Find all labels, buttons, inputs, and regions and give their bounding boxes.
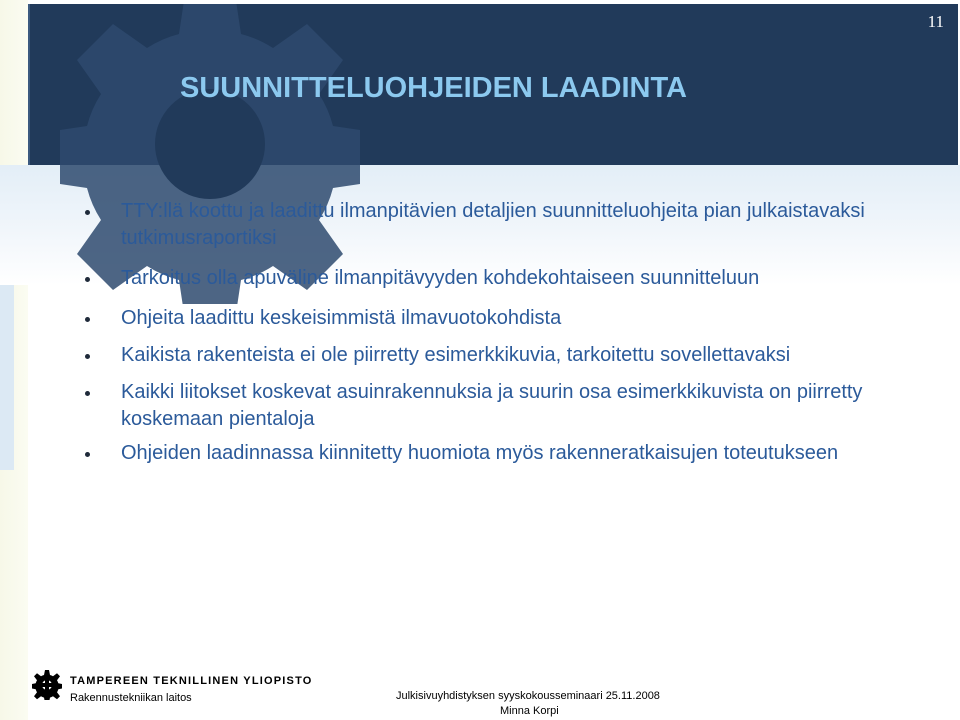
bullet-item: [85, 440, 900, 467]
slide-title: SUUNNITTELUOHJEIDEN LAADINTA: [180, 72, 687, 104]
footer-event: Julkisivuyhdistyksen syyskokousseminaari 25.11.2008: [396, 690, 660, 702]
bullet-item: [85, 379, 900, 433]
bullet-list: [85, 198, 900, 467]
bullet-item: [85, 342, 900, 369]
bullet-item: [85, 198, 900, 252]
bullet-item: [85, 265, 900, 292]
page-number: 11: [927, 12, 944, 31]
bullet-dot: [85, 277, 90, 282]
bullet-dot: [85, 452, 90, 457]
tut-logo-icon: [32, 670, 62, 700]
bullet-dot: [85, 354, 90, 359]
bullet-dot: [85, 210, 90, 215]
bullet-text: Kaikista rakenteista ei ole piirretty esimerkkikuvia, tarkoitettu sovellettavaksi: [121, 344, 791, 366]
bullet-dot: [85, 317, 90, 322]
footer-author: Minna Korpi: [500, 705, 559, 717]
title-band: [28, 4, 958, 165]
bullet-text: Ohjeiden laadinnassa kiinnitetty huomiota myös rakenneratkaisujen toteutukseen: [121, 442, 839, 464]
bullet-text: Ohjeita laadittu keskeisimmistä ilmavuotokohdista: [121, 307, 562, 329]
bullet-item: [85, 305, 900, 332]
bullet-text: Kaikki liitokset koskevat asuinrakennuksia ja suurin osa esimerkkikuvista on piirretty koskemaan pientaloja: [121, 381, 863, 430]
bullet-text: Tarkoitus olla apuväline ilmanpitävyyden kohdekohtaiseen suunnitteluun: [121, 267, 760, 289]
bullet-text: TTY:llä koottu ja laadittu ilmanpitävien detaljien suunnitteluohjeita pian julkaistavaksi tutkimusraportiksi: [121, 200, 865, 249]
bullet-dot: [85, 391, 90, 396]
footer-university: TAMPEREEN TEKNILLINEN YLIOPISTO: [70, 675, 313, 687]
footer-department: Rakennustekniikan laitos: [70, 692, 192, 704]
